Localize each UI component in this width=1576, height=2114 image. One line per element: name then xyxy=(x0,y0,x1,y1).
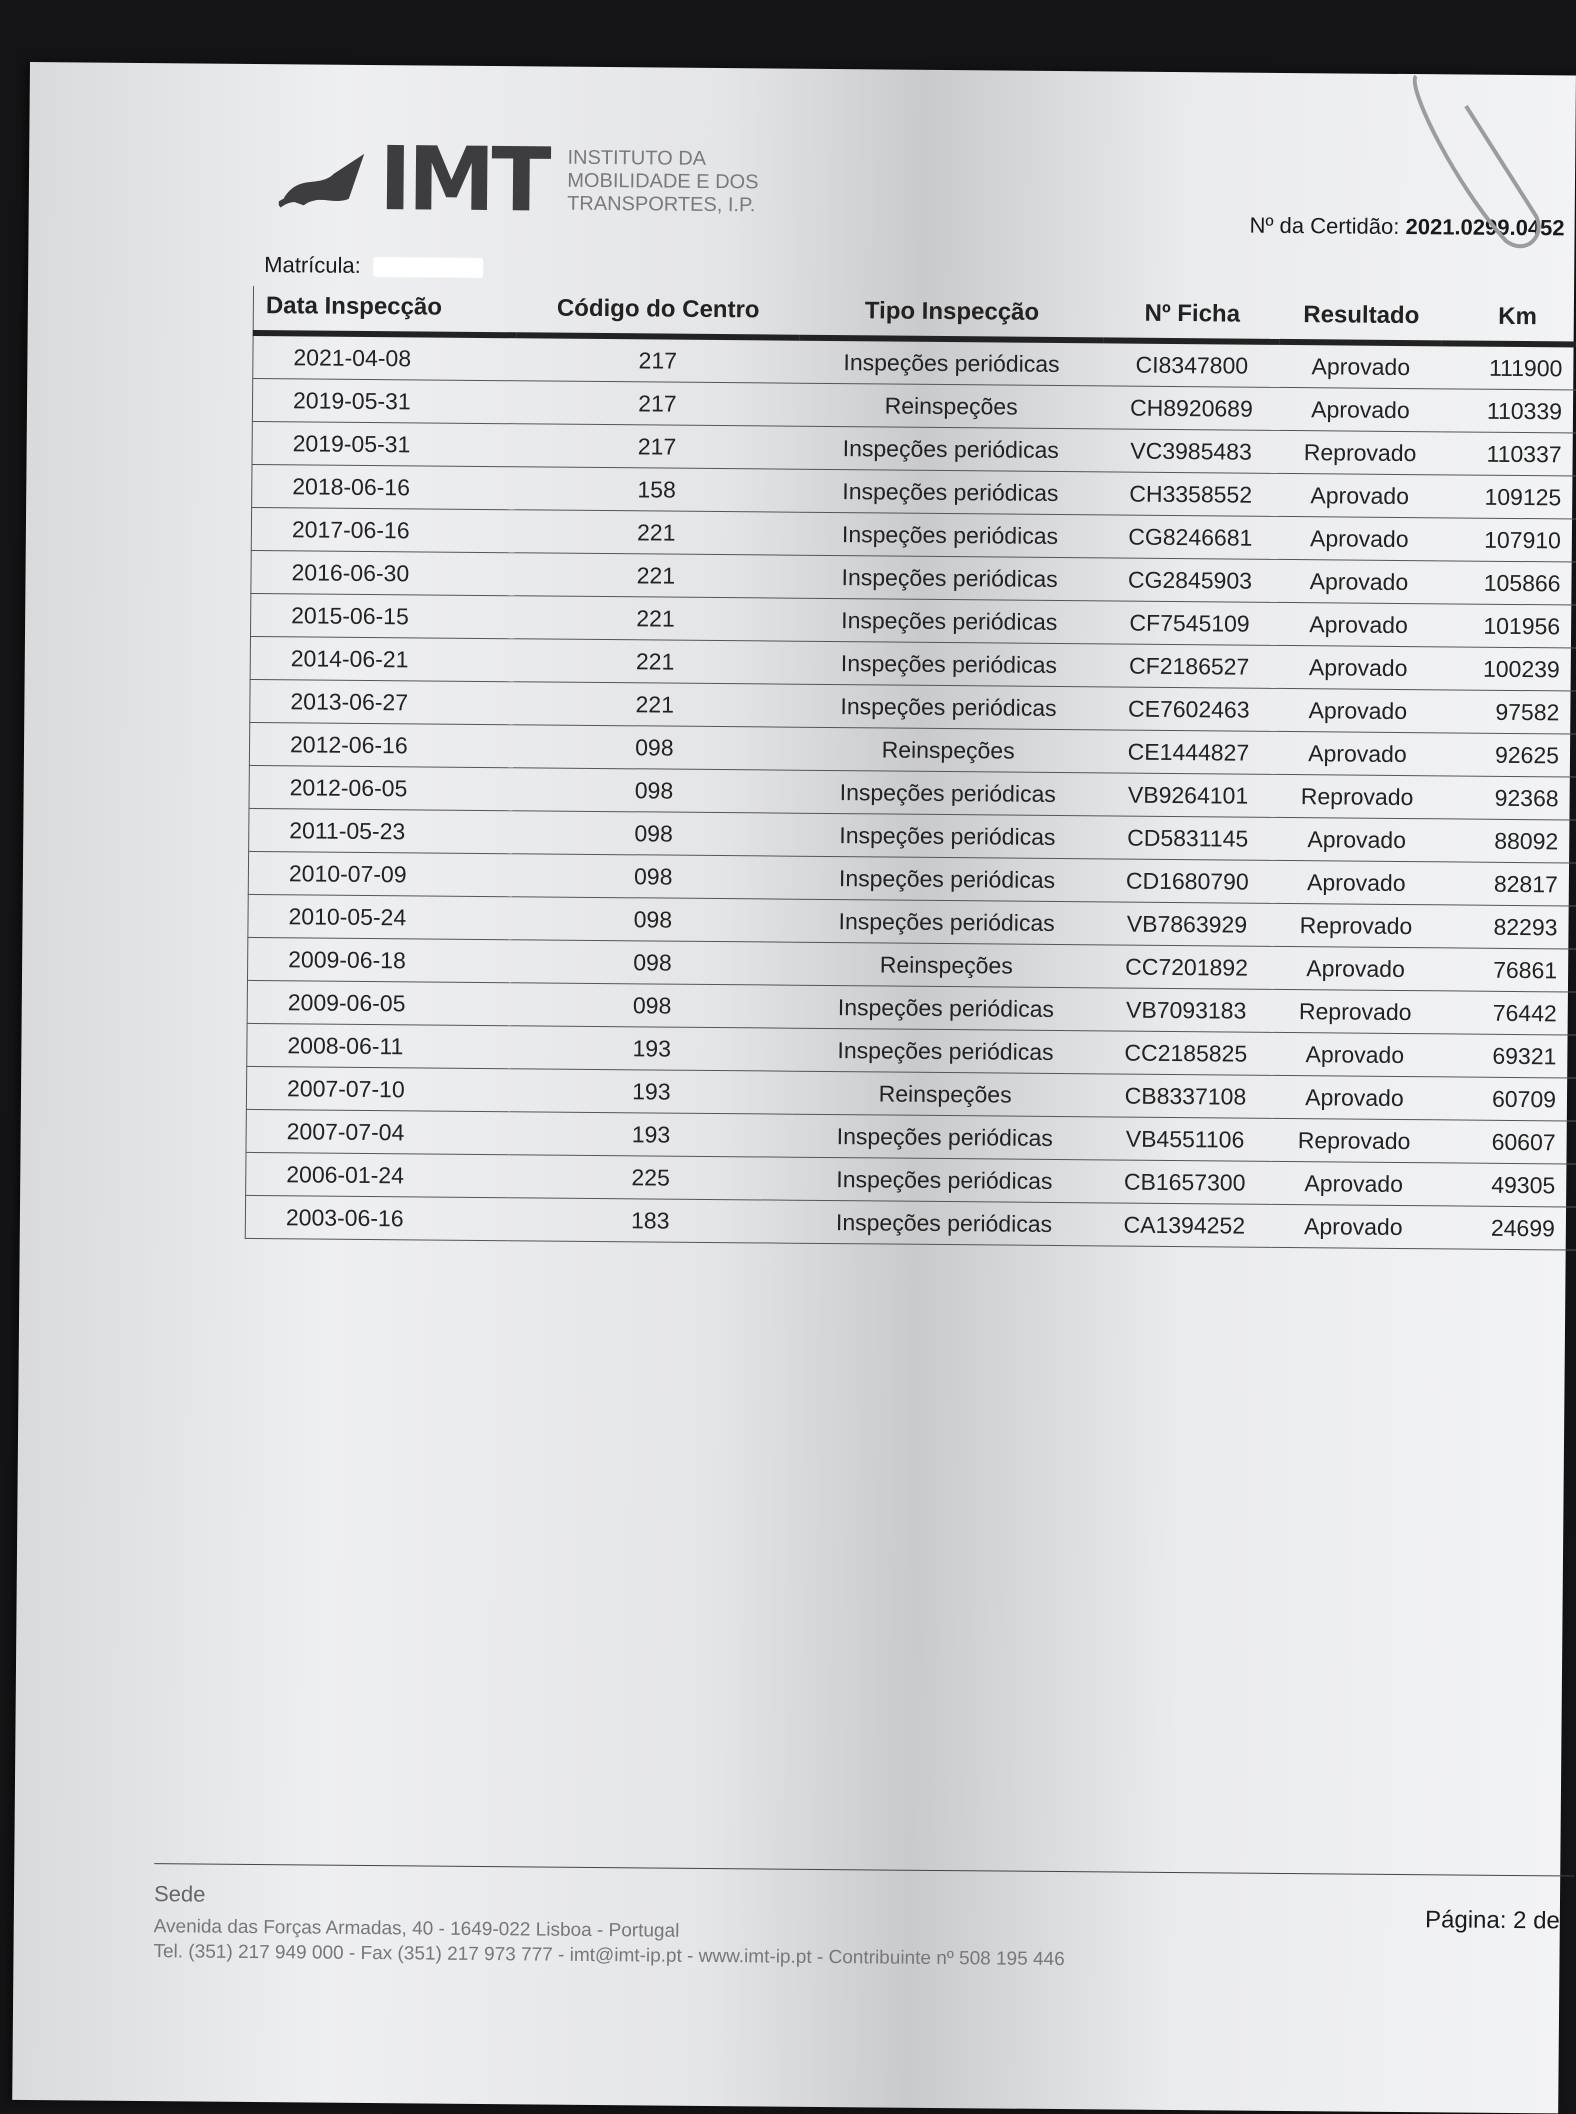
cell-type: Reinspeções xyxy=(794,942,1099,988)
cell-date: 2019-05-31 xyxy=(252,421,516,466)
cell-type: Inspeções periódicas xyxy=(792,1200,1097,1246)
logo-subtitle-line: INSTITUTO DA xyxy=(567,146,707,170)
cell-km: 60607 xyxy=(1435,1120,1576,1164)
cell-center: 221 xyxy=(514,553,797,598)
cell-result: Aprovado xyxy=(1278,516,1440,560)
cell-km: 100239 xyxy=(1439,647,1576,691)
cell-result: Aprovado xyxy=(1275,860,1437,904)
imt-swoosh-icon xyxy=(279,143,370,214)
cell-ficha: CD1680790 xyxy=(1099,859,1275,904)
cell-date: 2017-06-16 xyxy=(251,507,515,552)
cell-result: Aprovado xyxy=(1277,645,1439,689)
cell-center: 098 xyxy=(512,768,795,813)
cell-km: 110339 xyxy=(1441,389,1576,433)
cell-result: Reprovado xyxy=(1273,1118,1435,1162)
cell-date: 2012-06-05 xyxy=(249,765,513,810)
cell-result: Aprovado xyxy=(1274,946,1436,990)
cell-result: Aprovado xyxy=(1273,1075,1435,1119)
col-header-center: Código do Centro xyxy=(516,288,799,337)
cell-date: 2015-06-15 xyxy=(250,593,514,638)
cell-ficha: VB7863929 xyxy=(1099,902,1275,947)
cell-date: 2003-06-16 xyxy=(245,1195,509,1240)
cell-result: Aprovado xyxy=(1276,817,1438,861)
cell-km: 69321 xyxy=(1436,1034,1576,1078)
cell-result: Reprovado xyxy=(1279,430,1441,474)
imt-logo xyxy=(279,127,759,232)
footer-address xyxy=(153,1915,1065,1972)
cell-date: 2011-05-23 xyxy=(249,808,513,853)
cell-type: Inspeções periódicas xyxy=(797,555,1102,601)
cell-result: Aprovado xyxy=(1274,1032,1436,1076)
cell-km: 105866 xyxy=(1440,561,1576,605)
cell-date: 2013-06-27 xyxy=(250,679,514,724)
cell-date: 2010-07-09 xyxy=(248,851,512,896)
table-body xyxy=(245,333,1576,1250)
cell-center: 193 xyxy=(510,1026,793,1071)
cell-ficha: CC7201892 xyxy=(1098,945,1274,990)
certificate-page xyxy=(12,62,1576,2113)
cell-km: 76442 xyxy=(1436,991,1576,1035)
cell-type: Inspeções periódicas xyxy=(795,770,1100,816)
cell-km: 88092 xyxy=(1438,819,1576,863)
cell-center: 225 xyxy=(509,1155,792,1200)
cell-result: Aprovado xyxy=(1276,731,1438,775)
cell-ficha: VB7093183 xyxy=(1098,988,1274,1033)
redacted-plate xyxy=(373,257,483,278)
footer-contacts-line: Tel. (351) 217 949 000 - Fax (351) 217 973 777 - imt@imt-ip.pt - www.imt-ip.pt - Contribuinte nº 508 195 446 xyxy=(153,1940,1065,1970)
cell-result: Aprovado xyxy=(1279,473,1441,517)
cell-km: 111900 xyxy=(1442,343,1576,390)
cell-type: Inspeções periódicas xyxy=(793,985,1098,1031)
cell-date: 2021-04-08 xyxy=(253,333,517,381)
col-header-date: Data Inspecção xyxy=(253,286,517,335)
cell-center: 098 xyxy=(510,983,793,1028)
cell-center: 098 xyxy=(513,725,796,770)
cell-ficha: VB9264101 xyxy=(1100,773,1276,818)
page-number: Página: 2 de xyxy=(1424,1906,1560,1935)
cell-km: 24699 xyxy=(1434,1206,1576,1250)
col-header-km: Km xyxy=(1442,296,1576,344)
matricula-label: Matrícula: xyxy=(264,252,361,278)
cell-result: Reprovado xyxy=(1276,774,1438,818)
inspections-table xyxy=(245,286,1576,1251)
cell-date: 2019-05-31 xyxy=(252,378,516,423)
cell-km: 82817 xyxy=(1437,862,1576,906)
cell-center: 217 xyxy=(516,335,799,383)
cell-date: 2008-06-11 xyxy=(247,1023,511,1068)
cell-date: 2007-07-10 xyxy=(246,1066,510,1111)
cell-result: Reprovado xyxy=(1275,903,1437,947)
cell-date: 2010-05-24 xyxy=(248,894,512,939)
cell-date: 2009-06-05 xyxy=(247,980,511,1025)
cell-km: 49305 xyxy=(1435,1163,1576,1207)
cell-date: 2014-06-21 xyxy=(250,636,514,681)
cell-type: Inspeções periódicas xyxy=(795,813,1100,859)
cell-type: Inspeções periódicas xyxy=(798,512,1103,558)
cell-type: Inspeções periódicas xyxy=(792,1157,1097,1203)
cell-type: Inspeções periódicas xyxy=(798,426,1103,472)
logo-subtitle-line: MOBILIDADE E DOS xyxy=(567,169,759,193)
cell-center: 183 xyxy=(509,1198,792,1243)
cell-result: Aprovado xyxy=(1273,1161,1435,1205)
col-header-ficha: Nº Ficha xyxy=(1104,293,1280,342)
cell-ficha: CC2185825 xyxy=(1098,1031,1274,1076)
cert-label: Nº da Certidão: xyxy=(1249,212,1400,239)
cell-km: 109125 xyxy=(1441,475,1576,519)
cell-ficha: VC3985483 xyxy=(1103,429,1279,474)
cell-center: 098 xyxy=(512,811,795,856)
cell-date: 2007-07-04 xyxy=(246,1109,510,1154)
cell-type: Inspeções periódicas xyxy=(796,641,1101,687)
logo-wordmark: IMT xyxy=(378,127,548,232)
col-header-type: Tipo Inspecção xyxy=(799,291,1104,341)
cell-ficha: CG2845903 xyxy=(1102,558,1278,603)
cell-date: 2012-06-16 xyxy=(249,722,513,767)
cell-date: 2006-01-24 xyxy=(246,1152,510,1197)
cell-center: 098 xyxy=(512,854,795,899)
logo-subtitle xyxy=(567,146,759,217)
cell-ficha: CH8920689 xyxy=(1103,386,1279,431)
cell-km: 60709 xyxy=(1435,1077,1576,1121)
cell-type: Inspeções periódicas xyxy=(798,469,1103,515)
cell-km: 107910 xyxy=(1440,518,1576,562)
cell-ficha: VB4551106 xyxy=(1097,1117,1273,1162)
footer-divider xyxy=(154,1863,1574,1876)
cell-date: 2018-06-16 xyxy=(252,464,516,509)
cell-center: 098 xyxy=(511,940,794,985)
cell-type: Inspeções periódicas xyxy=(797,598,1102,644)
cell-center: 217 xyxy=(516,381,799,426)
cell-km: 82293 xyxy=(1437,905,1576,949)
cell-date: 2009-06-18 xyxy=(247,937,511,982)
cell-type: Reinspeções xyxy=(793,1071,1098,1117)
cell-result: Aprovado xyxy=(1277,602,1439,646)
cell-km: 92368 xyxy=(1438,776,1576,820)
cell-center: 221 xyxy=(513,682,796,727)
cell-ficha: CG8246681 xyxy=(1102,515,1278,560)
cell-type: Inspeções periódicas xyxy=(795,856,1100,902)
cell-ficha: CF7545109 xyxy=(1101,601,1277,646)
cell-ficha: CE7602463 xyxy=(1101,687,1277,732)
cert-value: 2021.0299.0452 xyxy=(1405,214,1565,241)
cell-center: 217 xyxy=(515,424,798,469)
cell-type: Inspeções periódicas xyxy=(792,1114,1097,1160)
cell-type: Inspeções periódicas xyxy=(796,684,1101,730)
cell-center: 221 xyxy=(515,510,798,555)
cell-result: Aprovado xyxy=(1272,1204,1434,1248)
cell-ficha: CB8337108 xyxy=(1097,1074,1273,1119)
cell-center: 098 xyxy=(511,897,794,942)
cell-type: Inspeções periódicas xyxy=(794,899,1099,945)
cell-ficha: CE1444827 xyxy=(1100,730,1276,775)
cell-center: 221 xyxy=(514,596,797,641)
matricula xyxy=(264,252,483,280)
footer-address-line: Avenida das Forças Armadas, 40 - 1649-022 Lisboa - Portugal xyxy=(153,1916,680,1942)
cell-result: Aprovado xyxy=(1279,387,1441,431)
cell-ficha: CH3358552 xyxy=(1103,472,1279,517)
logo-subtitle-line: TRANSPORTES, I.P. xyxy=(567,192,756,216)
cell-result: Aprovado xyxy=(1278,559,1440,603)
cell-result: Aprovado xyxy=(1277,688,1439,732)
cell-result: Reprovado xyxy=(1274,989,1436,1033)
footer-sede: Sede xyxy=(153,1881,206,1907)
cell-km: 76861 xyxy=(1436,948,1576,992)
cell-km: 101956 xyxy=(1439,604,1576,648)
cell-center: 221 xyxy=(513,639,796,684)
cell-km: 110337 xyxy=(1441,432,1576,476)
paperclip-icon xyxy=(1396,66,1556,256)
cell-center: 193 xyxy=(509,1112,792,1157)
cell-result: Aprovado xyxy=(1280,342,1442,389)
cell-km: 92625 xyxy=(1438,733,1576,777)
cell-center: 158 xyxy=(515,467,798,512)
cell-type: Reinspeções xyxy=(799,383,1104,429)
cell-ficha: CB1657300 xyxy=(1097,1160,1273,1205)
cell-ficha: CI8347800 xyxy=(1104,340,1280,387)
cell-ficha: CF2186527 xyxy=(1101,644,1277,689)
cell-center: 193 xyxy=(510,1069,793,1114)
cell-km: 97582 xyxy=(1439,690,1576,734)
cell-ficha: CD5831145 xyxy=(1100,816,1276,861)
cell-date: 2016-06-30 xyxy=(251,550,515,595)
cell-type: Reinspeções xyxy=(796,727,1101,773)
cell-ficha: CA1394252 xyxy=(1096,1203,1272,1248)
col-header-result: Resultado xyxy=(1280,295,1442,343)
cell-type: Inspeções periódicas xyxy=(799,338,1104,386)
cell-type: Inspeções periódicas xyxy=(793,1028,1098,1074)
